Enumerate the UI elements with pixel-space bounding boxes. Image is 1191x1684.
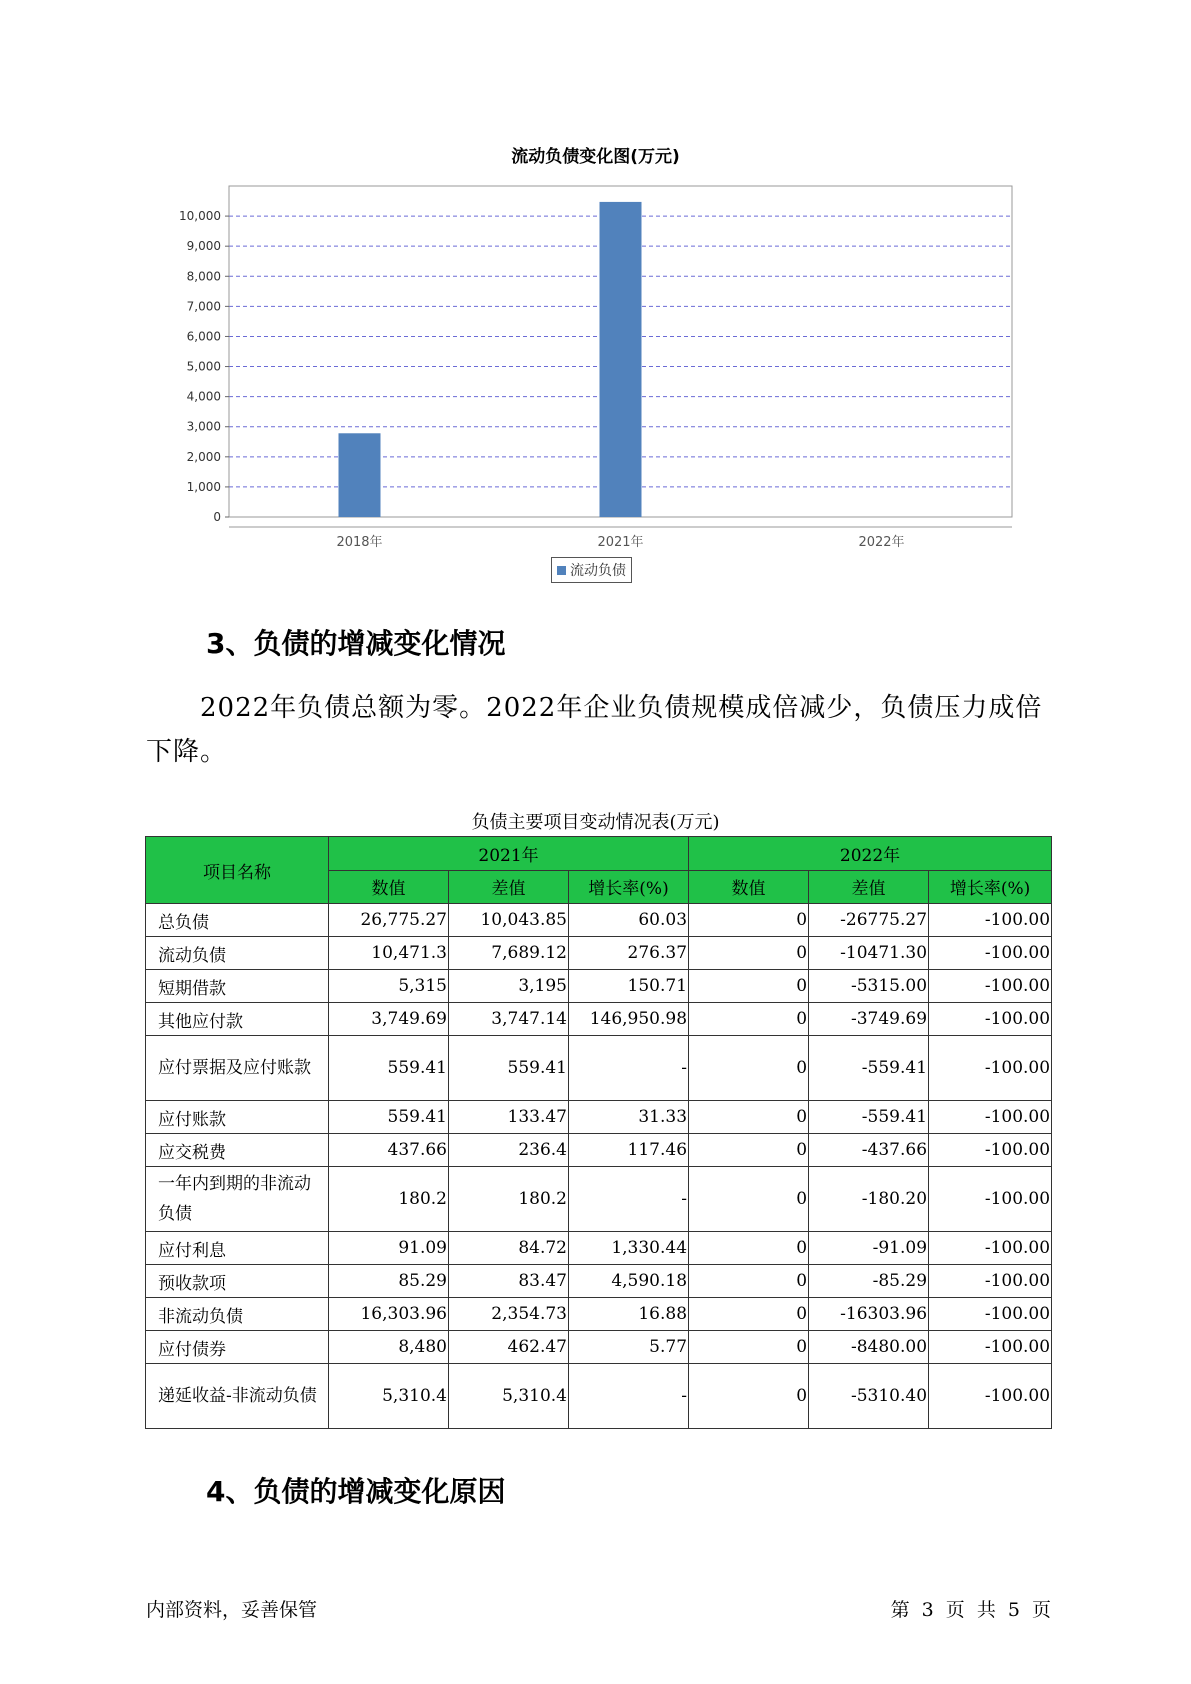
chart-legend — [551, 557, 632, 583]
cell-v2: 0 — [689, 1265, 809, 1298]
table-caption: 负债主要项目变动情况表(万元) — [471, 812, 720, 833]
header-year-2022: 2022年 — [689, 837, 1052, 871]
cell-v1: 8,480 — [329, 1331, 449, 1364]
cell-g2: -100.00 — [929, 937, 1052, 970]
cell-item-name: 短期借款 — [146, 970, 329, 1003]
cell-v1: 16,303.96 — [329, 1298, 449, 1331]
cell-g1: - — [569, 1364, 689, 1429]
cell-g2: -100.00 — [929, 1364, 1052, 1429]
cell-g1: 4,590.18 — [569, 1265, 689, 1298]
cell-v2: 0 — [689, 1364, 809, 1429]
cell-v1: 5,315 — [329, 970, 449, 1003]
header-diff: 差值 — [449, 870, 569, 904]
y-tick-label: 3,000 — [186, 419, 221, 434]
cell-d1: 236.4 — [449, 1134, 569, 1167]
cell-g2: -100.00 — [929, 1167, 1052, 1232]
legend-swatch — [557, 566, 566, 575]
cell-g1: 5.77 — [569, 1331, 689, 1364]
cell-d2: -559.41 — [809, 1036, 929, 1101]
table-row — [146, 1232, 1052, 1265]
cell-d2: -180.20 — [809, 1167, 929, 1232]
cell-v1: 10,471.3 — [329, 937, 449, 970]
header-value: 数值 — [329, 870, 449, 904]
cell-v2: 0 — [689, 1101, 809, 1134]
table-row — [146, 1298, 1052, 1331]
bar-1 — [600, 202, 642, 517]
cell-g2: -100.00 — [929, 1298, 1052, 1331]
table-row — [146, 937, 1052, 970]
cell-d2: -85.29 — [809, 1265, 929, 1298]
cell-g2: -100.00 — [929, 1331, 1052, 1364]
cell-v1: 559.41 — [329, 1101, 449, 1134]
cell-v1: 437.66 — [329, 1134, 449, 1167]
cell-item-name: 应付债券 — [146, 1331, 329, 1364]
y-tick-label: 4,000 — [186, 389, 221, 404]
cell-v2: 0 — [689, 970, 809, 1003]
cell-d2: -91.09 — [809, 1232, 929, 1265]
cell-v2: 0 — [689, 1134, 809, 1167]
cell-d1: 180.2 — [449, 1167, 569, 1232]
bar-chart — [0, 0, 1191, 560]
cell-v1: 26,775.27 — [329, 904, 449, 937]
cell-d2: -5310.40 — [809, 1364, 929, 1429]
header-year-2021: 2021年 — [329, 837, 689, 871]
y-tick-label: 6,000 — [186, 329, 221, 344]
cell-d2: -8480.00 — [809, 1331, 929, 1364]
cell-g2: -100.00 — [929, 904, 1052, 937]
cell-g2: -100.00 — [929, 1134, 1052, 1167]
cell-d1: 5,310.4 — [449, 1364, 569, 1429]
cell-d1: 133.47 — [449, 1101, 569, 1134]
table-row — [146, 970, 1052, 1003]
cell-d1: 84.72 — [449, 1232, 569, 1265]
liabilities-table — [145, 836, 1052, 1429]
cell-v1: 91.09 — [329, 1232, 449, 1265]
section-3-paragraph: 2022年负债总额为零。2022年企业负债规模成倍减少，负债压力成倍下降。 — [146, 693, 1043, 767]
cell-g1: 60.03 — [569, 904, 689, 937]
cell-d1: 559.41 — [449, 1036, 569, 1101]
cell-g1: 16.88 — [569, 1298, 689, 1331]
table-row — [146, 1265, 1052, 1298]
table-row — [146, 1134, 1052, 1167]
y-tick-label: 5,000 — [186, 359, 221, 374]
table-row — [146, 1167, 1052, 1232]
cell-d1: 10,043.85 — [449, 904, 569, 937]
y-tick-label: 8,000 — [186, 269, 221, 284]
footer-confidential: 内部资料，妥善保管 — [146, 1599, 318, 1621]
cell-g2: -100.00 — [929, 1232, 1052, 1265]
cell-item-name: 应付利息 — [146, 1232, 329, 1265]
cell-v1: 180.2 — [329, 1167, 449, 1232]
cell-d2: -437.66 — [809, 1134, 929, 1167]
cell-g1: 146,950.98 — [569, 1003, 689, 1036]
section-3-heading: 3、负债的增减变化情况 — [206, 627, 506, 660]
cell-v2: 0 — [689, 937, 809, 970]
cell-g1: 1,330.44 — [569, 1232, 689, 1265]
cell-d2: -5315.00 — [809, 970, 929, 1003]
cell-item-name: 应付账款 — [146, 1101, 329, 1134]
table-row — [146, 1364, 1052, 1429]
cell-v2: 0 — [689, 1298, 809, 1331]
footer-page-number: 第 3 页 共 5 页 — [890, 1599, 1051, 1621]
cell-d2: -10471.30 — [809, 937, 929, 970]
table-row — [146, 904, 1052, 937]
cell-g2: -100.00 — [929, 1036, 1052, 1101]
x-tick-label: 2018年 — [336, 535, 383, 550]
table-row — [146, 1003, 1052, 1036]
cell-v2: 0 — [689, 1331, 809, 1364]
cell-d2: -26775.27 — [809, 904, 929, 937]
cell-d1: 2,354.73 — [449, 1298, 569, 1331]
cell-v2: 0 — [689, 1167, 809, 1232]
cell-v2: 0 — [689, 1036, 809, 1101]
cell-g1: 31.33 — [569, 1101, 689, 1134]
cell-g2: -100.00 — [929, 1003, 1052, 1036]
cell-g1: - — [569, 1036, 689, 1101]
chart-title: 流动负债变化图(万元) — [511, 147, 680, 167]
cell-item-name: 预收款项 — [146, 1265, 329, 1298]
cell-d2: -3749.69 — [809, 1003, 929, 1036]
cell-item-name: 递延收益-非流动负债 — [146, 1364, 329, 1429]
cell-g2: -100.00 — [929, 1101, 1052, 1134]
cell-v1: 3,749.69 — [329, 1003, 449, 1036]
cell-g2: -100.00 — [929, 970, 1052, 1003]
y-tick-label: 1,000 — [186, 479, 221, 494]
table-body — [146, 904, 1052, 1429]
cell-g1: 276.37 — [569, 937, 689, 970]
cell-v1: 85.29 — [329, 1265, 449, 1298]
cell-v1: 5,310.4 — [329, 1364, 449, 1429]
y-tick-label: 0 — [213, 510, 221, 524]
cell-v2: 0 — [689, 1232, 809, 1265]
cell-d1: 7,689.12 — [449, 937, 569, 970]
cell-g1: 117.46 — [569, 1134, 689, 1167]
cell-item-name: 总负债 — [146, 904, 329, 937]
cell-v2: 0 — [689, 904, 809, 937]
cell-g1: 150.71 — [569, 970, 689, 1003]
y-tick-label: 10,000 — [179, 209, 221, 224]
cell-v2: 0 — [689, 1003, 809, 1036]
cell-item-name: 非流动负债 — [146, 1298, 329, 1331]
cell-d1: 3,195 — [449, 970, 569, 1003]
cell-d2: -559.41 — [809, 1101, 929, 1134]
header-growth: 增长率(%) — [929, 870, 1052, 904]
header-growth: 增长率(%) — [569, 870, 689, 904]
table-row — [146, 1101, 1052, 1134]
cell-item-name: 应付票据及应付账款 — [146, 1036, 329, 1101]
table-row — [146, 1036, 1052, 1101]
y-tick-label: 2,000 — [186, 449, 221, 464]
cell-item-name: 其他应付款 — [146, 1003, 329, 1036]
bar-0 — [339, 433, 381, 517]
table-row — [146, 1331, 1052, 1364]
y-tick-label: 7,000 — [186, 299, 221, 314]
cell-d1: 462.47 — [449, 1331, 569, 1364]
cell-d1: 83.47 — [449, 1265, 569, 1298]
y-tick-label: 9,000 — [186, 239, 221, 254]
cell-d1: 3,747.14 — [449, 1003, 569, 1036]
cell-item-name: 应交税费 — [146, 1134, 329, 1167]
cell-v1: 559.41 — [329, 1036, 449, 1101]
x-tick-label: 2021年 — [597, 535, 644, 550]
x-tick-label: 2022年 — [858, 535, 905, 550]
cell-g1: - — [569, 1167, 689, 1232]
cell-item-name: 一年内到期的非流动负债 — [146, 1167, 329, 1232]
cell-d2: -16303.96 — [809, 1298, 929, 1331]
header-value: 数值 — [689, 870, 809, 904]
legend-label: 流动负债 — [570, 563, 626, 579]
section-4-heading: 4、负债的增减变化原因 — [206, 1475, 506, 1508]
header-item-name: 项目名称 — [146, 837, 329, 904]
header-diff: 差值 — [809, 870, 929, 904]
cell-g2: -100.00 — [929, 1265, 1052, 1298]
cell-item-name: 流动负债 — [146, 937, 329, 970]
